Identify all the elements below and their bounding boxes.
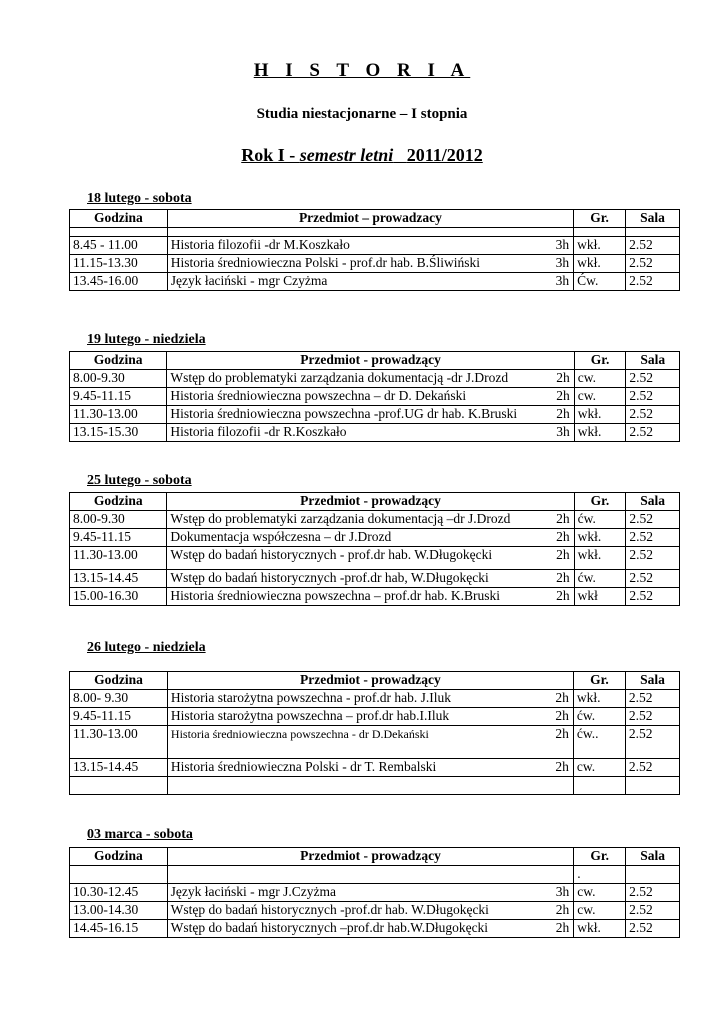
row-subject: Historia średniowieczna powszechna – prof.dr hab. K.Bruski 2h — [167, 588, 574, 606]
row-room: 2.52 — [626, 884, 680, 902]
row-subject: Historia średniowieczna powszechna – dr D. Dekański 2h — [167, 388, 574, 406]
row-room — [625, 777, 679, 795]
table-row — [70, 726, 680, 759]
header-time: Godzina — [70, 210, 168, 228]
header-room: Sala — [626, 493, 680, 511]
header-group: Gr. — [574, 848, 626, 866]
row-time: 8.00- 9.30 — [70, 690, 168, 708]
row-group: wkł. — [574, 547, 626, 570]
row-group: cw. — [574, 388, 626, 406]
row-time: 11.30-13.00 — [70, 547, 167, 570]
row-time: 8.45 - 11.00 — [70, 237, 168, 255]
header-subject: Przedmiot - prowadzący — [167, 493, 574, 511]
row-group: wkł. — [574, 406, 626, 424]
row-time: 9.45-11.15 — [70, 388, 167, 406]
header-group: Gr. — [574, 210, 626, 228]
row-room: 2.52 — [625, 759, 679, 777]
row-group: wkł. — [574, 529, 626, 547]
row-subject: Wstęp do problematyki zarządzania dokumentacją -dr J.Drozd 2h — [167, 370, 574, 388]
header-subject: Przedmiot - prowadzący — [167, 848, 574, 866]
row-group: cw. — [573, 759, 625, 777]
row-subject: Historia starożytna powszechna - prof.dr hab. J.Iluk 2h — [167, 690, 573, 708]
header-group: Gr. — [574, 493, 626, 511]
table-row — [70, 884, 680, 902]
row-room: 2.52 — [626, 255, 680, 273]
day-heading: 18 lutego - sobota — [87, 191, 192, 206]
row-room: 2.52 — [626, 547, 680, 570]
row-room: 2.52 — [626, 388, 680, 406]
table-row — [70, 570, 680, 588]
table-row — [70, 902, 680, 920]
header-room: Sala — [625, 672, 679, 690]
header-subject: Przedmiot - prowadzący — [167, 672, 573, 690]
row-room: 2.52 — [626, 237, 680, 255]
schedule-table — [69, 847, 680, 938]
page-title: H I S T O R I A — [253, 60, 471, 81]
header-time: Godzina — [70, 352, 167, 370]
row-subject: Wstęp do badań historycznych -prof.dr hab. W.Długokęcki 2h — [167, 902, 574, 920]
row-time: 9.45-11.15 — [70, 529, 167, 547]
table-header — [70, 848, 680, 866]
row-subject: Historia filozofii -dr M.Koszkało 3h — [167, 237, 573, 255]
row-time: 15.00-16.30 — [70, 588, 167, 606]
table-row — [70, 920, 680, 938]
row-group: wkł. — [574, 255, 626, 273]
row-group: cw. — [574, 370, 626, 388]
header-subject: Przedmiot - prowadzący — [167, 352, 574, 370]
table-header — [70, 672, 680, 690]
row-group: wkł. — [573, 690, 625, 708]
row-time: 11.30-13.00 — [70, 726, 168, 759]
row-subject: Historia średniowieczna powszechna - dr D.Dekański 2h — [167, 726, 573, 759]
header-group: Gr. — [574, 352, 626, 370]
row-room: 2.52 — [625, 726, 679, 759]
row-room: 2.52 — [626, 902, 680, 920]
row-room: 2.52 — [626, 920, 680, 938]
row-room: 2.52 — [626, 424, 680, 442]
schedule-table — [69, 492, 680, 606]
header-room: Sala — [626, 210, 680, 228]
row-subject: Historia średniowieczna Polski - dr T. Rembalski 2h — [167, 759, 573, 777]
row-group: ćw.. — [573, 726, 625, 759]
table-row — [70, 511, 680, 529]
table-row — [70, 255, 680, 273]
row-time: 8.00-9.30 — [70, 370, 167, 388]
row-room: 2.52 — [626, 511, 680, 529]
table-row — [70, 424, 680, 442]
table-row — [70, 406, 680, 424]
row-group: cw. — [574, 884, 626, 902]
row-time: 10.30-12.45 — [70, 884, 168, 902]
header-time: Godzina — [70, 672, 168, 690]
table-header — [70, 352, 680, 370]
day-heading: 19 lutego - niedziela — [87, 332, 206, 347]
year-prefix: Rok I - — [241, 145, 300, 165]
header-room: Sala — [626, 848, 680, 866]
schedule-table — [69, 351, 680, 442]
row-group: . — [574, 866, 626, 884]
row-room: 2.52 — [626, 406, 680, 424]
row-group: ćw. — [574, 511, 626, 529]
day-heading: 03 marca - sobota — [87, 827, 193, 842]
table-row — [70, 388, 680, 406]
table-row — [70, 866, 680, 884]
row-group: wkł — [574, 588, 626, 606]
row-subject: Wstęp do badań historycznych –prof.dr hab.W.Długokęcki 2h — [167, 920, 574, 938]
row-time: 11.30-13.00 — [70, 406, 167, 424]
row-room — [626, 866, 680, 884]
table-row — [70, 588, 680, 606]
header-group: Gr. — [573, 672, 625, 690]
row-time: 13.15-14.45 — [70, 570, 167, 588]
row-group: wkł. — [574, 424, 626, 442]
row-time: 13.15-15.30 — [70, 424, 167, 442]
day-heading: 26 lutego - niedziela — [87, 640, 206, 655]
table-header — [70, 210, 680, 228]
row-room: 2.52 — [625, 708, 679, 726]
row-time — [70, 777, 168, 795]
row-group: wkł. — [574, 237, 626, 255]
row-subject — [167, 777, 573, 795]
table-row — [70, 759, 680, 777]
row-room: 2.52 — [625, 690, 679, 708]
row-room: 2.52 — [626, 273, 680, 291]
header-time: Godzina — [70, 493, 167, 511]
row-time: 9.45-11.15 — [70, 708, 168, 726]
table-row — [70, 777, 680, 795]
row-subject: Wstęp do badań historycznych - prof.dr hab. W.Długokęcki 2h — [167, 547, 574, 570]
row-time: 13.00-14.30 — [70, 902, 168, 920]
row-room: 2.52 — [626, 570, 680, 588]
row-group: wkł. — [574, 920, 626, 938]
table-row — [70, 237, 680, 255]
table-row — [70, 370, 680, 388]
row-room: 2.52 — [626, 370, 680, 388]
year-semester: semestr letni — [299, 145, 394, 165]
row-room: 2.52 — [626, 529, 680, 547]
row-subject: Historia filozofii -dr R.Koszkało 3h — [167, 424, 574, 442]
day-heading: 25 lutego - sobota — [87, 473, 192, 488]
row-time: 8.00-9.30 — [70, 511, 167, 529]
row-subject: Historia starożytna powszechna – prof.dr hab.I.Iluk 2h — [167, 708, 573, 726]
row-subject: Dokumentacja współczesna – dr J.Drozd 2h — [167, 529, 574, 547]
table-row — [70, 708, 680, 726]
header-subject: Przedmiot – prowadzacy — [167, 210, 573, 228]
schedule-table — [69, 671, 680, 795]
row-group: Ćw. — [574, 273, 626, 291]
row-subject: Wstęp do badań historycznych -prof.dr hab, W.Długokęcki 2h — [167, 570, 574, 588]
row-time: 14.45-16.15 — [70, 920, 168, 938]
row-room: 2.52 — [626, 588, 680, 606]
row-time — [70, 866, 168, 884]
row-time: 13.45-16.00 — [70, 273, 168, 291]
row-subject: Język łaciński - mgr Czyżma 3h — [167, 273, 573, 291]
row-subject: Historia średniowieczna Polski - prof.dr hab. B.Śliwiński 3h — [167, 255, 573, 273]
row-time: 13.15-14.45 — [70, 759, 168, 777]
table-row — [70, 529, 680, 547]
row-subject — [167, 866, 574, 884]
academic-year — [0, 145, 724, 166]
header-time: Godzina — [70, 848, 168, 866]
table-row — [70, 690, 680, 708]
row-time: 11.15-13.30 — [70, 255, 168, 273]
schedule-table — [69, 209, 680, 291]
table-row — [70, 547, 680, 570]
table-row — [70, 273, 680, 291]
row-subject: Wstęp do problematyki zarządzania dokumentacją –dr J.Drozd 2h — [167, 511, 574, 529]
row-group: ćw. — [573, 708, 625, 726]
row-group: ćw. — [574, 570, 626, 588]
row-subject: Język łaciński - mgr J.Czyżma 3h — [167, 884, 574, 902]
year-range: 2011/2012 — [406, 145, 483, 165]
row-subject: Historia średniowieczna powszechna -prof.UG dr hab. K.Bruski 2h — [167, 406, 574, 424]
header-room: Sala — [626, 352, 680, 370]
table-header — [70, 493, 680, 511]
row-group: cw. — [574, 902, 626, 920]
row-group — [573, 777, 625, 795]
page-subtitle: Studia niestacjonarne – I stopnia — [256, 106, 468, 122]
